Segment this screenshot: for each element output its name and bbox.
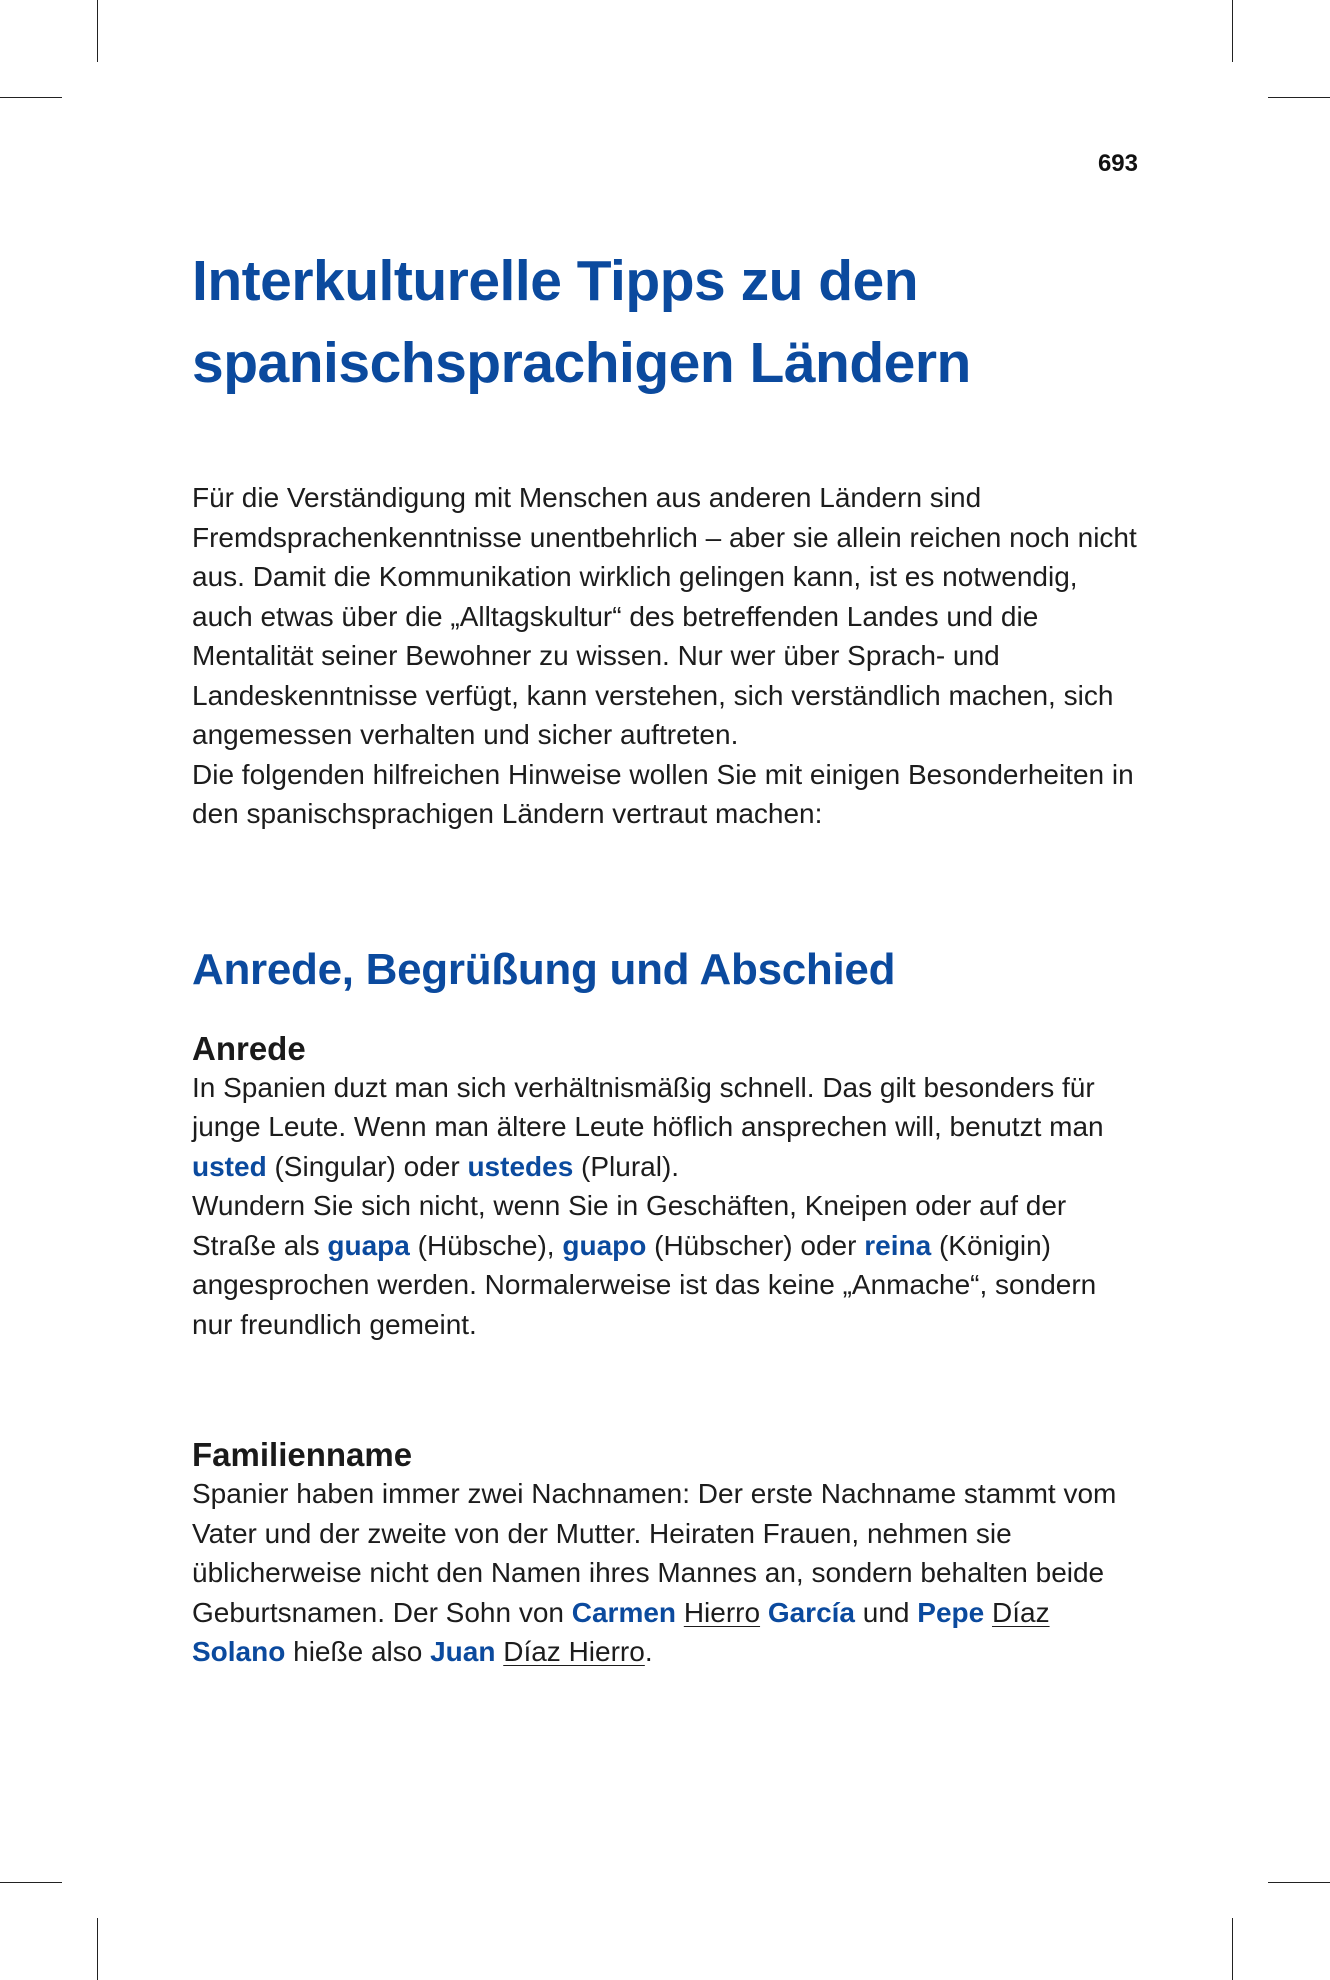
anrede-p2-text-4: (Königin) angesprochen werden. Normalerweise ist das keine „Anmache“, sondern nur freundlich gemeint. (192, 1229, 1097, 1340)
anrede-paragraph-1 (192, 1068, 1142, 1187)
name-hierro: Hierro (683, 1596, 761, 1628)
familienname-text (192, 1474, 1142, 1672)
section-title: Anrede, Begrüßung und Abschied (192, 944, 896, 994)
keyword-ustedes: ustedes (467, 1150, 574, 1182)
page-title-line-1: Interkulturelle Tipps zu den (192, 249, 919, 313)
name-diaz: Díaz (992, 1596, 1050, 1628)
crop-mark-bottom-left-vertical (97, 1918, 98, 1980)
page-title (192, 240, 1142, 404)
crop-mark-bottom-left-horizontal (0, 1882, 62, 1883)
anrede-text (192, 1068, 1142, 1345)
name-solano: Solano (192, 1636, 286, 1667)
anrede-p2-text-1: Wundern Sie sich nicht, wenn Sie in Geschäften, Kneipen oder auf der Straße als (192, 1190, 1067, 1261)
subsection-heading-anrede: Anrede (192, 1029, 306, 1067)
anrede-paragraph-2 (192, 1186, 1142, 1344)
page-content (192, 240, 1142, 1672)
name-carmen: Carmen (571, 1596, 677, 1628)
keyword-guapa: guapa (327, 1229, 410, 1261)
familienname-text-end: . (644, 1636, 653, 1667)
name-pepe: Pepe (917, 1596, 985, 1628)
keyword-guapo: guapo (562, 1229, 647, 1261)
crop-mark-bottom-right-horizontal (1268, 1882, 1330, 1883)
name-garcia: García (767, 1596, 855, 1628)
anrede-p2-text-3: (Hübscher) oder (646, 1229, 865, 1261)
page-title-line-2: spanischsprachigen Ländern (192, 331, 971, 395)
crop-mark-top-right-horizontal (1268, 97, 1330, 98)
familienname-text-1: Spanier haben immer zwei Nachnamen: Der erste Nachname stammt vom Vater und der zweite von der Mutter. Heiraten Frauen, nehmen sie üblicherweise nicht den Namen ihres Mannes an, sondern behalten beide Geburtsnamen. Der Sohn von (192, 1478, 1117, 1628)
name-juan: Juan (430, 1636, 496, 1667)
intro-paragraph-2: Die folgenden hilfreichen Hinweise wollen Sie mit einigen Besonderheiten in den spanischsprachigen Ländern vertraut machen: (192, 758, 1134, 829)
familienname-text-hiesse: hieße also (285, 1636, 431, 1667)
crop-mark-top-left-horizontal (0, 97, 62, 98)
intro-section (192, 478, 1142, 834)
anrede-p1-text-2: (Singular) oder (266, 1150, 468, 1182)
crop-mark-top-left-vertical (97, 0, 98, 62)
keyword-reina: reina (864, 1229, 932, 1261)
keyword-usted: usted (192, 1150, 267, 1182)
crop-mark-bottom-right-vertical (1232, 1918, 1233, 1980)
anrede-p1-text-1: In Spanien duzt man sich verhältnismäßig schnell. Das gilt besonders für junge Leute. Wenn man ältere Leute höflich ansprechen will, benutzt man (192, 1071, 1104, 1142)
page-number: 693 (1097, 150, 1138, 177)
intro-paragraph-1: Für die Verständigung mit Menschen aus anderen Ländern sind Fremdsprachenkenntnisse unentbehrlich – aber sie allein reichen noch nicht aus. Damit die Kommunikation wirklich gelingen kann, ist es notwendig, auch etwas über die „Alltagskultur“ des betreffenden Landes und die Mentalität seiner Bewohner zu wissen. Nur wer über Sprach- und Landeskenntnisse verfügt, kann verstehen, sich verständlich machen, sich angemessen verhalten und sicher auftreten. (192, 482, 1137, 750)
name-diaz-hierro: Díaz Hierro (503, 1636, 645, 1667)
anrede-p2-text-2: (Hübsche), (409, 1229, 563, 1261)
anrede-p1-text-3: (Plural). (573, 1150, 680, 1182)
familienname-paragraph (192, 1474, 1142, 1672)
subsection-heading-familienname: Familienname (192, 1436, 413, 1473)
familienname-text-und: und (855, 1596, 918, 1628)
crop-mark-top-right-vertical (1232, 0, 1233, 62)
